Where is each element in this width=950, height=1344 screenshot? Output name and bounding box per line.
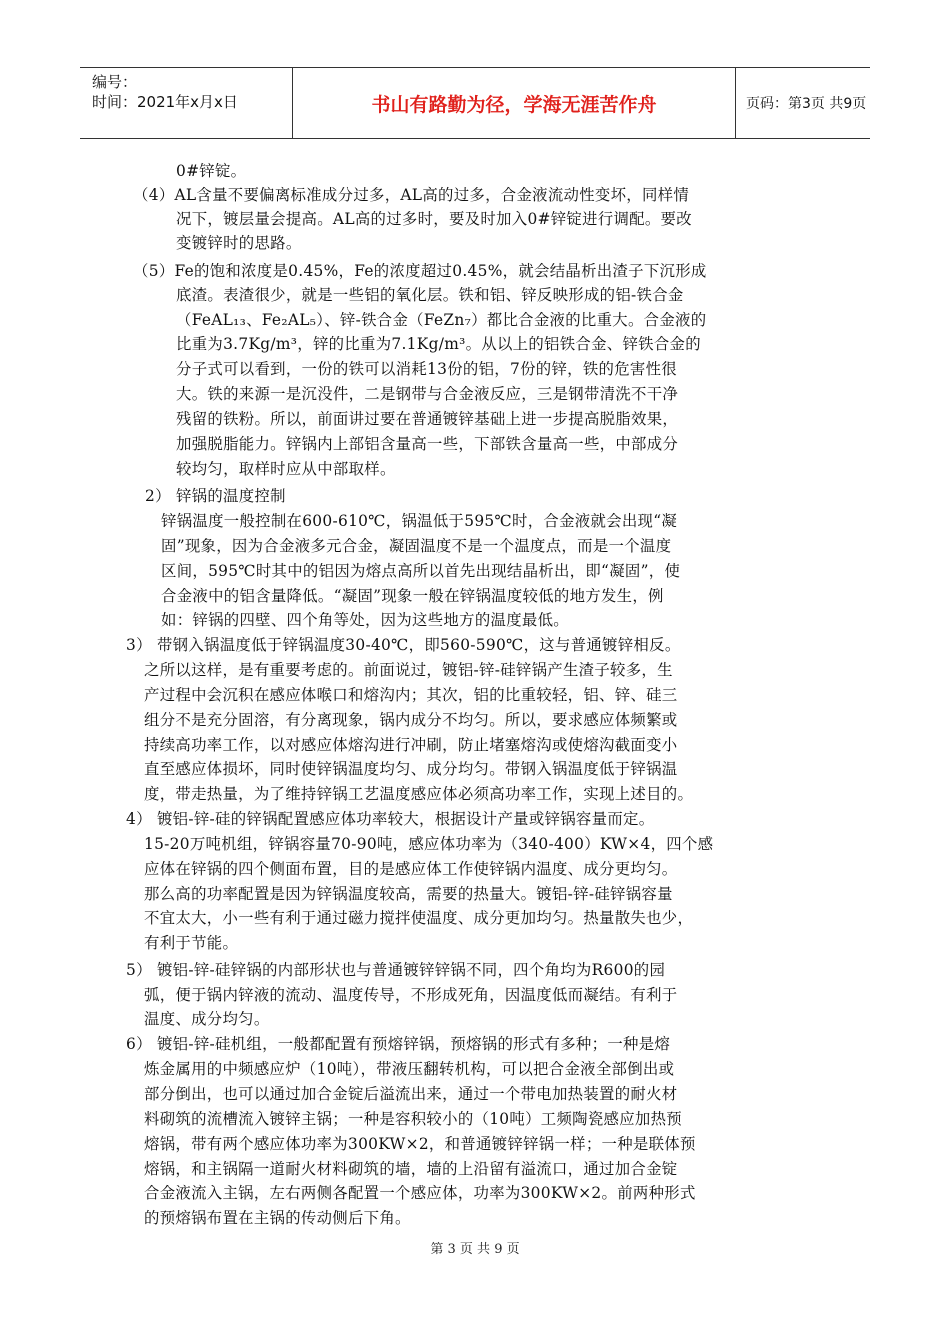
header-motto: 书山有路勤为径，学海无涯苦作舟 bbox=[292, 68, 736, 138]
text-line: 如：锌锅的四壁、四个角等处，因为这些地方的温度最低。 bbox=[161, 611, 569, 629]
text-line: 应体在锌锅的四个侧面布置，目的是感应体工作使锌锅内温度、成分更均匀。 bbox=[144, 860, 678, 878]
text-line: 固”现象，因为合金液多元合金，凝固温度不是一个温度点，而是一个温度 bbox=[161, 537, 672, 555]
text-line: 底渣。表渣很少，就是一些铝的氧化层。铁和铝、锌反映形成的铝-铁合金 bbox=[176, 286, 684, 304]
text-line: 区间，595℃时其中的铝因为熔点高所以首先出现结晶析出，即“凝固”，使 bbox=[161, 562, 681, 580]
text-line: 部分倒出，也可以通过加合金锭后溢流出来，通过一个带电加热装置的耐火材 bbox=[144, 1085, 678, 1103]
text-line: 熔锅，和主锅隔一道耐火材料砌筑的墙，墙的上沿留有溢流口，通过加合金锭 bbox=[144, 1160, 678, 1178]
text-line: 5） 镀铝-锌-硅锌锅的内部形状也与普通镀锌锌锅不同，四个角均为R600的园 bbox=[126, 961, 666, 979]
text-line: 合金液流入主锅，左右两侧各配置一个感应体，功率为300KW×2。前两种形式 bbox=[144, 1184, 696, 1202]
text-line: 持续高功率工作，以对感应体熔沟进行冲刷，防止堵塞熔沟或使熔沟截面变小 bbox=[144, 736, 678, 754]
text-line: 直至感应体损坏，同时使锌锅温度均匀、成分均匀。带钢入锅温度低于锌锅温 bbox=[144, 760, 678, 778]
text-line: 分子式可以看到，一份的铁可以消耗13份的铝，7份的锌，铁的危害性很 bbox=[176, 360, 677, 378]
header-page-info: 页码：第3页 共9页 bbox=[746, 96, 867, 112]
document-date-label: 时间：2021年x月x日 bbox=[92, 93, 238, 111]
text-line: 之所以这样，是有重要考虑的。前面说过，镀铝-锌-硅锌锅产生渣子较多，生 bbox=[144, 661, 673, 679]
text-line: 15-20万吨机组，锌锅容量70-90吨，感应体功率为（340-400）KW×4，四个感 bbox=[144, 835, 714, 853]
text-line: 炼金属用的中频感应炉（10吨），带液压翻转机构，可以把合金液全部倒出或 bbox=[144, 1060, 675, 1078]
text-line: 不宜太大，小一些有利于通过磁力搅拌使温度、成分更加均匀。热量散失也少， bbox=[144, 909, 694, 927]
header-left bbox=[92, 72, 238, 112]
text-line: （5）Fe的饱和浓度是0.45%，Fe的浓度超过0.45%，就会结晶析出渣子下沉形成 bbox=[133, 262, 707, 280]
text-line: 况下，镀层量会提高。AL高的过多时，要及时加入0#锌锭进行调配。要改 bbox=[176, 210, 692, 228]
text-line: 产过程中会沉积在感应体喉口和熔沟内；其次，铝的比重较轻，铝、锌、硅三 bbox=[144, 686, 678, 704]
text-line: 残留的铁粉。所以，前面讲过要在普通镀锌基础上进一步提高脱脂效果， bbox=[176, 410, 679, 428]
text-line: 大。铁的来源一是沉没件，二是钢带与合金液反应，三是钢带清洗不干净 bbox=[176, 385, 679, 403]
text-line: 有利于节能。 bbox=[144, 934, 239, 952]
section-heading: 2） 锌锅的温度控制 bbox=[145, 487, 286, 505]
text-line: 温度、成分均匀。 bbox=[144, 1010, 270, 1028]
page-header bbox=[80, 67, 870, 139]
text-line: 的预熔锅布置在主锅的传动侧后下角。 bbox=[144, 1209, 411, 1227]
text-line: 合金液中的铝含量降低。“凝固”现象一般在锌锅温度较低的地方发生，例 bbox=[161, 587, 664, 605]
text-line: 比重为3.7Kg/m³，锌的比重为7.1Kg/m³。从以上的铝铁合金、锌铁合金的 bbox=[176, 335, 701, 353]
text-line: 6） 镀铝-锌-硅机组，一般都配置有预熔锌锅，预熔锅的形式有多种；一种是熔 bbox=[126, 1035, 671, 1053]
text-line: 3） 带钢入锅温度低于锌锅温度30-40℃，即560-590℃，这与普通镀锌相反。 bbox=[126, 636, 681, 654]
text-line: 弧，便于锅内锌液的流动、温度传导，不形成死角，因温度低而凝结。有利于 bbox=[144, 986, 678, 1004]
text-line: （4）AL含量不要偏离标准成分过多，AL高的过多，合金液流动性变坏，同样情 bbox=[133, 186, 690, 204]
text-line: 那么高的功率配置是因为锌锅温度较高，需要的热量大。镀铝-锌-硅锌锅容量 bbox=[144, 885, 673, 903]
text-line: 度，带走热量，为了维持锌锅工艺温度感应体必须高功率工作，实现上述目的。 bbox=[144, 785, 694, 803]
page-footer: 第 3 页 共 9 页 bbox=[430, 1242, 520, 1257]
text-line: 较均匀，取样时应从中部取样。 bbox=[176, 460, 396, 478]
text-line: 0#锌锭。 bbox=[176, 162, 247, 180]
text-line: 锌锅温度一般控制在600-610℃，锅温低于595℃时，合金液就会出现“凝 bbox=[161, 512, 678, 530]
text-line: 变镀锌时的思路。 bbox=[176, 234, 302, 252]
text-line: （FeAL₁₃、Fe₂AL₅）、锌-铁合金（FeZn₇）都比合金液的比重大。合金液的 bbox=[176, 311, 707, 329]
text-line: 料砌筑的流槽流入镀锌主锅；一种是容积较小的（10吨）工频陶瓷感应加热预 bbox=[144, 1110, 682, 1128]
text-line: 4） 镀铝-锌-硅的锌锅配置感应体功率较大，根据设计产量或锌锅容量而定。 bbox=[126, 810, 655, 828]
document-number-label: 编号： bbox=[92, 73, 138, 91]
text-line: 加强脱脂能力。锌锅内上部铝含量高一些，下部铁含量高一些，中部成分 bbox=[176, 435, 679, 453]
text-line: 熔锅，带有两个感应体功率为300KW×2，和普通镀锌锌锅一样；一种是联体预 bbox=[144, 1135, 696, 1153]
text-line: 组分不是充分固溶，有分离现象，锅内成分不均匀。所以，要求感应体频繁或 bbox=[144, 711, 678, 729]
